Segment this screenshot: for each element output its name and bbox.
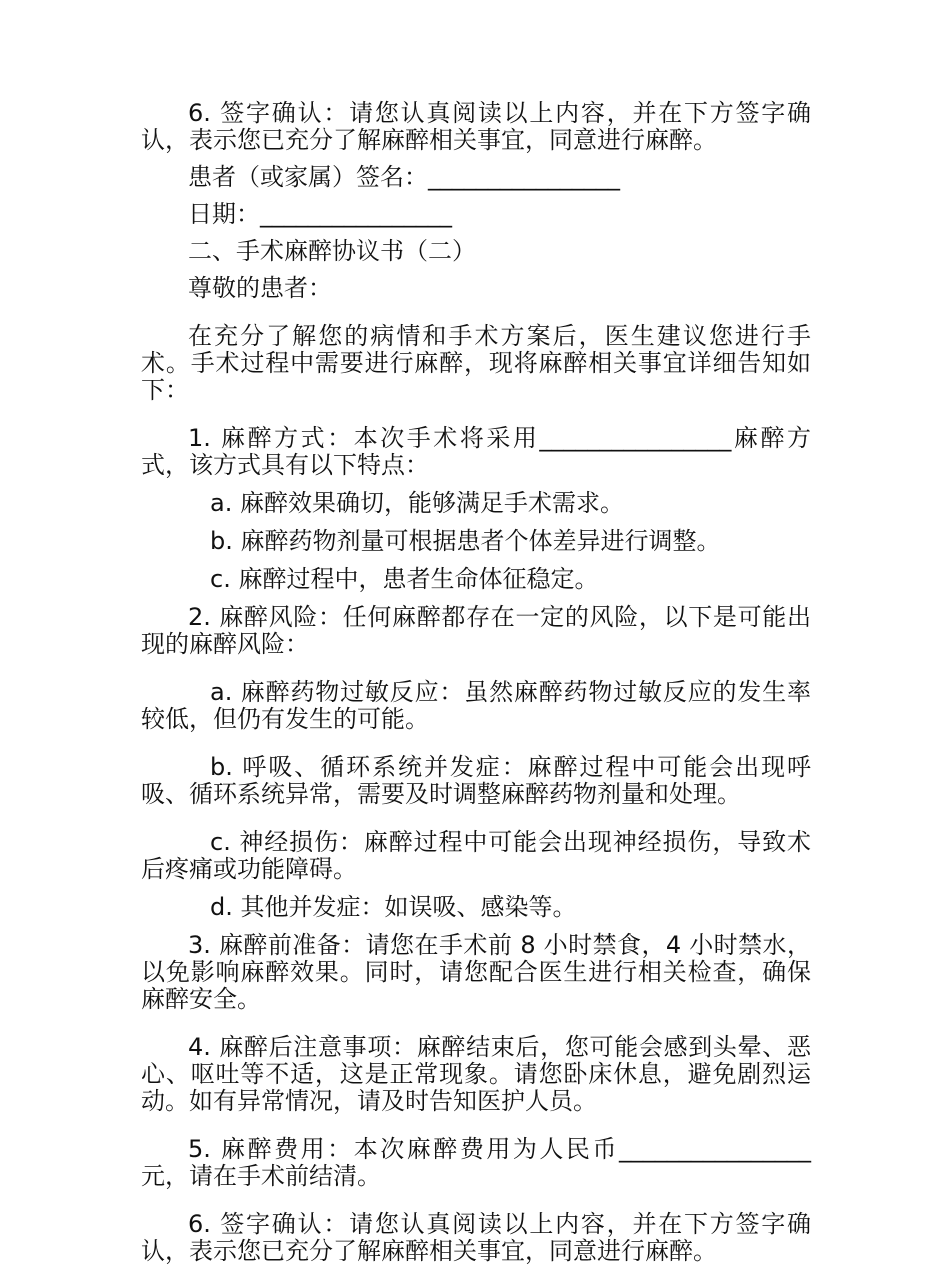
method-item-c: c. 麻醉过程中，患者生命体征稳定。 — [210, 565, 599, 593]
method-heading: 1. 麻醉方式：本次手术将采用________________麻醉方式，该方式具有以下特点： — [141, 424, 811, 479]
salutation: 尊敬的患者： — [188, 274, 332, 302]
intro-paragraph: 在充分了解您的病情和手术方案后，医生建议您进行手术。手术过程中需要进行麻醉，现将麻醉相关事宜详细告知如下： — [141, 322, 811, 404]
method-item-a: a. 麻醉效果确切，能够满足手术需求。 — [210, 489, 624, 517]
method-item-b: b. 麻醉药物剂量可根据患者个体差异进行调整。 — [210, 527, 721, 555]
risk-item-d: d. 其他并发症：如误吸、感染等。 — [210, 893, 577, 921]
confirm-paragraph-1: 6. 签字确认：请您认真阅读以上内容，并在下方签字确认，表示您已充分了解麻醉相关事宜，同意进行麻醉。 — [141, 99, 811, 154]
signature-line: 患者（或家属）签名：________________ — [188, 163, 620, 191]
date-line: 日期：________________ — [188, 200, 452, 228]
fee-paragraph: 5. 麻醉费用：本次麻醉费用为人民币________________元，请在手术前结清。 — [141, 1135, 811, 1190]
risks-heading: 2. 麻醉风险：任何麻醉都存在一定的风险，以下是可能出现的麻醉风险： — [141, 603, 811, 658]
preparation-paragraph: 3. 麻醉前准备：请您在手术前 8 小时禁食，4 小时禁水，以免影响麻醉效果。同时，请您配合医生进行相关检查，确保麻醉安全。 — [141, 931, 811, 1013]
risk-item-c: c. 神经损伤：麻醉过程中可能会出现神经损伤，导致术后疼痛或功能障碍。 — [141, 828, 811, 883]
confirm-paragraph-2: 6. 签字确认：请您认真阅读以上内容，并在下方签字确认，表示您已充分了解麻醉相关事宜，同意进行麻醉。 — [141, 1210, 811, 1265]
section-title: 二、手术麻醉协议书（二） — [188, 237, 476, 265]
aftercare-paragraph: 4. 麻醉后注意事项：麻醉结束后，您可能会感到头晕、恶心、呕吐等不适，这是正常现象。请您卧床休息，避免剧烈运动。如有异常情况，请及时告知医护人员。 — [141, 1033, 811, 1115]
risk-item-b: b. 呼吸、循环系统并发症：麻醉过程中可能会出现呼吸、循环系统异常，需要及时调整麻醉药物剂量和处理。 — [141, 753, 811, 808]
risk-item-a: a. 麻醉药物过敏反应：虽然麻醉药物过敏反应的发生率较低，但仍有发生的可能。 — [141, 678, 811, 733]
document-page — [141, 100, 811, 1265]
